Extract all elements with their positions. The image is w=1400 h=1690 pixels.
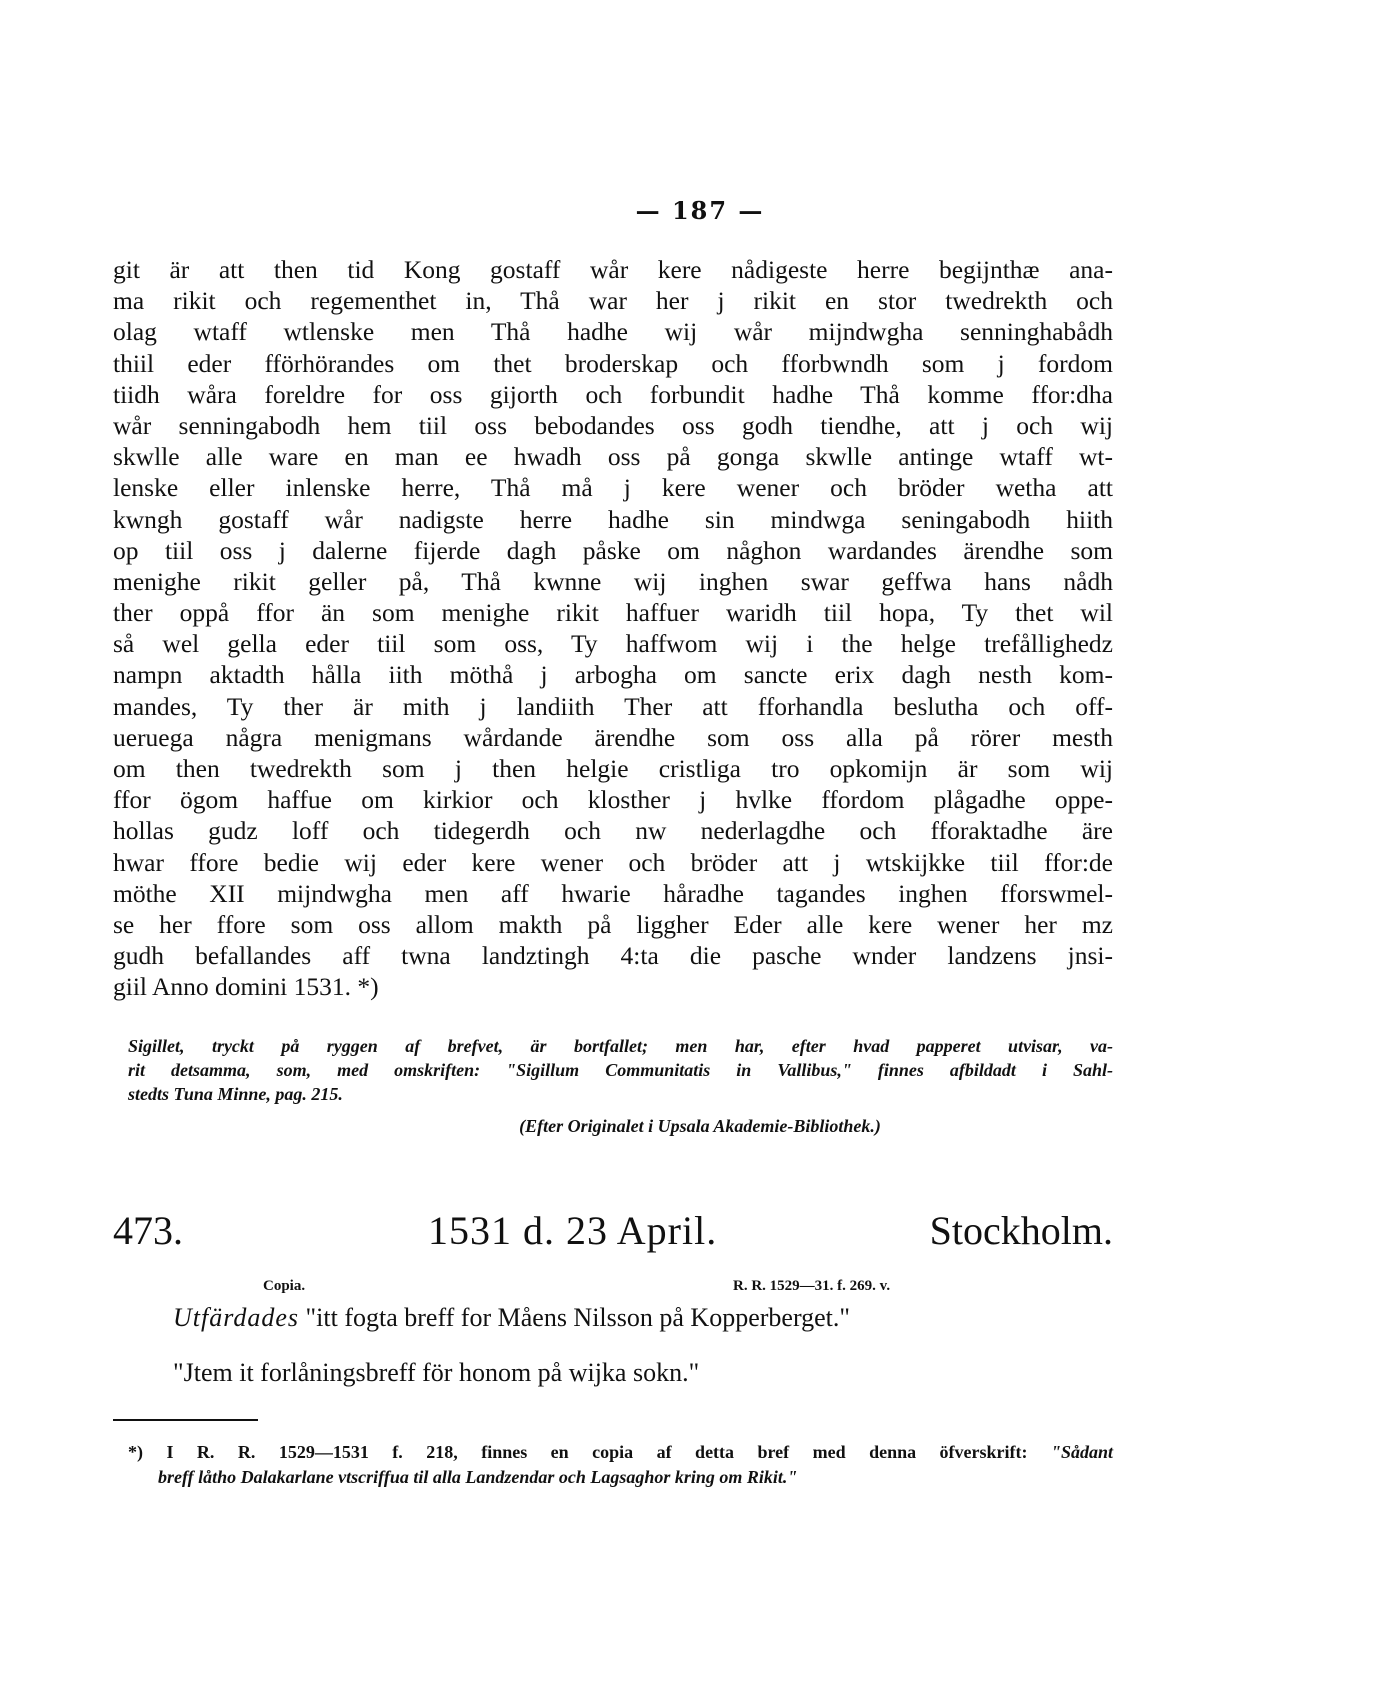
letter-line: om then twedrekth som j then helgie cristliga tro opkomijn är som wij [113, 754, 1113, 783]
letter-line: thiil eder fförhörandes om thet broderskap och fforbwndh som j fordom [113, 348, 1113, 378]
seal-note-line: Sigillet, tryckt på ryggen af brefvet, är bortfallet; men har, efter hvad papperet utvisar, va- [128, 1036, 1113, 1056]
letter-line: ueruega några menigmans wårdande ärendhe som oss alla på rörer mesth [113, 722, 1113, 752]
entry-summary-line-1 [173, 1303, 850, 1333]
letter-line: mandes, Ty ther är mith j landiith Ther att fforhandla beslutha och off- [113, 691, 1113, 721]
letter-line: wår senningabodh hem tiil oss bebodandes oss godh tiendhe, att j och wij [113, 410, 1113, 440]
letter-line: hwar ffore bedie wij eder kere wener och bröder att j wtskijkke tiil ffor:de [113, 847, 1113, 877]
entry-date: 1531 d. 23 April. [428, 1208, 718, 1253]
letter-line: gudh befallandes aff twna landztingh 4:ta die pasche wnder landzens jnsi- [113, 941, 1113, 971]
entry-place: Stockholm. [929, 1208, 1113, 1253]
letter-line: op tiil oss j dalerne fijerde dagh påske om någhon wardandes ärendhe som [113, 535, 1113, 565]
letter-line: giil Anno domini 1531. *) [113, 972, 379, 1002]
letter-line: möthe XII mijndwgha men aff hwarie håradhe tagandes inghen fforswmel- [113, 878, 1113, 908]
letter-body [113, 254, 1113, 1003]
entry-header [113, 1206, 1113, 1256]
footnote-line-2: breff låtho Dalakarlane vtscriffua til alla Landzendar och Lagsaghor kring om Rikit." [158, 1467, 798, 1487]
letter-line: olag wtaff wtlenske men Thå hadhe wij wår mijndwgha senninghabådh [113, 317, 1113, 347]
footnote-divider [113, 1419, 258, 1421]
letter-line: menighe rikit geller på, Thå kwnne wij inghen swar geffwa hans nådh [113, 566, 1113, 596]
letter-line: lenske eller inlenske herre, Thå må j kere wener och bröder wetha att [113, 473, 1113, 503]
letter-line: kwngh gostaff wår nadigste herre hadhe sin mindwga seningabodh hiith [113, 504, 1113, 534]
letter-line: se her ffore som oss allom makth på liggher Eder alle kere wener her mz [113, 909, 1113, 939]
copia-label: Copia. [263, 1278, 306, 1294]
entry-summary-line-2: "Jtem it forlåningsbreff för honom på wijka sokn." [173, 1358, 700, 1387]
letter-line: skwlle alle ware en man ee hwadh oss på gonga skwlle antinge wtaff wt- [113, 442, 1113, 472]
letter-line: ffor ögom haffue om kirkior och klosther j hvlke ffordom plågadhe oppe- [113, 785, 1113, 815]
entry-number: 473. [113, 1208, 183, 1253]
letter-line: nampn aktadth hålla iith möthå j arbogha om sancte erix dagh nesth kom- [113, 660, 1113, 690]
footnote-quote-start: "Sådant [1050, 1442, 1113, 1462]
letter-line: så wel gella eder tiil som oss, Ty haffwom wij i the helge trefållighedz [113, 629, 1113, 659]
entry-summary-text: "itt fogta breff for Måens Nilsson på Kopperberget." [299, 1303, 851, 1332]
letter-line: git är att then tid Kong gostaff wår kere nådigeste herre begijnthæ ana- [113, 255, 1113, 284]
copia-row [0, 1278, 1400, 1300]
letter-line: ma rikit och regementhet in, Thå war her j rikit en stor twedrekth och [113, 286, 1113, 316]
seal-note-line: rit detsamma, som, med omskriften: "Sigillum Communitatis in Vallibus," finnes afbildadt i Sahl- [128, 1060, 1113, 1080]
entry-summary-lead: Utfärdades [173, 1303, 300, 1332]
footnote [128, 1440, 1113, 1490]
seal-note [128, 1034, 1113, 1106]
source-note: (Efter Originalet i Upsala Akademie-Bibliothek.) [519, 1116, 881, 1136]
seal-note-line: stedts Tuna Minne, pag. 215. [128, 1084, 343, 1104]
register-reference: R. R. 1529—31. f. 269. v. [733, 1278, 891, 1294]
letter-line: tiidh wåra foreldre for oss gijorth och forbundit hadhe Thå komme ffor:dha [113, 379, 1113, 409]
footnote-text: *) I R. R. 1529—1531 f. 218, finnes en copia af detta bref med denna öfverskrift: [128, 1442, 1051, 1462]
letter-line: hollas gudz loff och tidegerdh och nw nederlagdhe och fforaktadhe äre [113, 816, 1113, 846]
footnote-line-1 [128, 1440, 1113, 1465]
page-number: — 187 — [635, 196, 765, 225]
letter-line: ther oppå ffor än som menighe rikit haffuer waridh tiil hopa, Ty thet wil [113, 598, 1113, 628]
